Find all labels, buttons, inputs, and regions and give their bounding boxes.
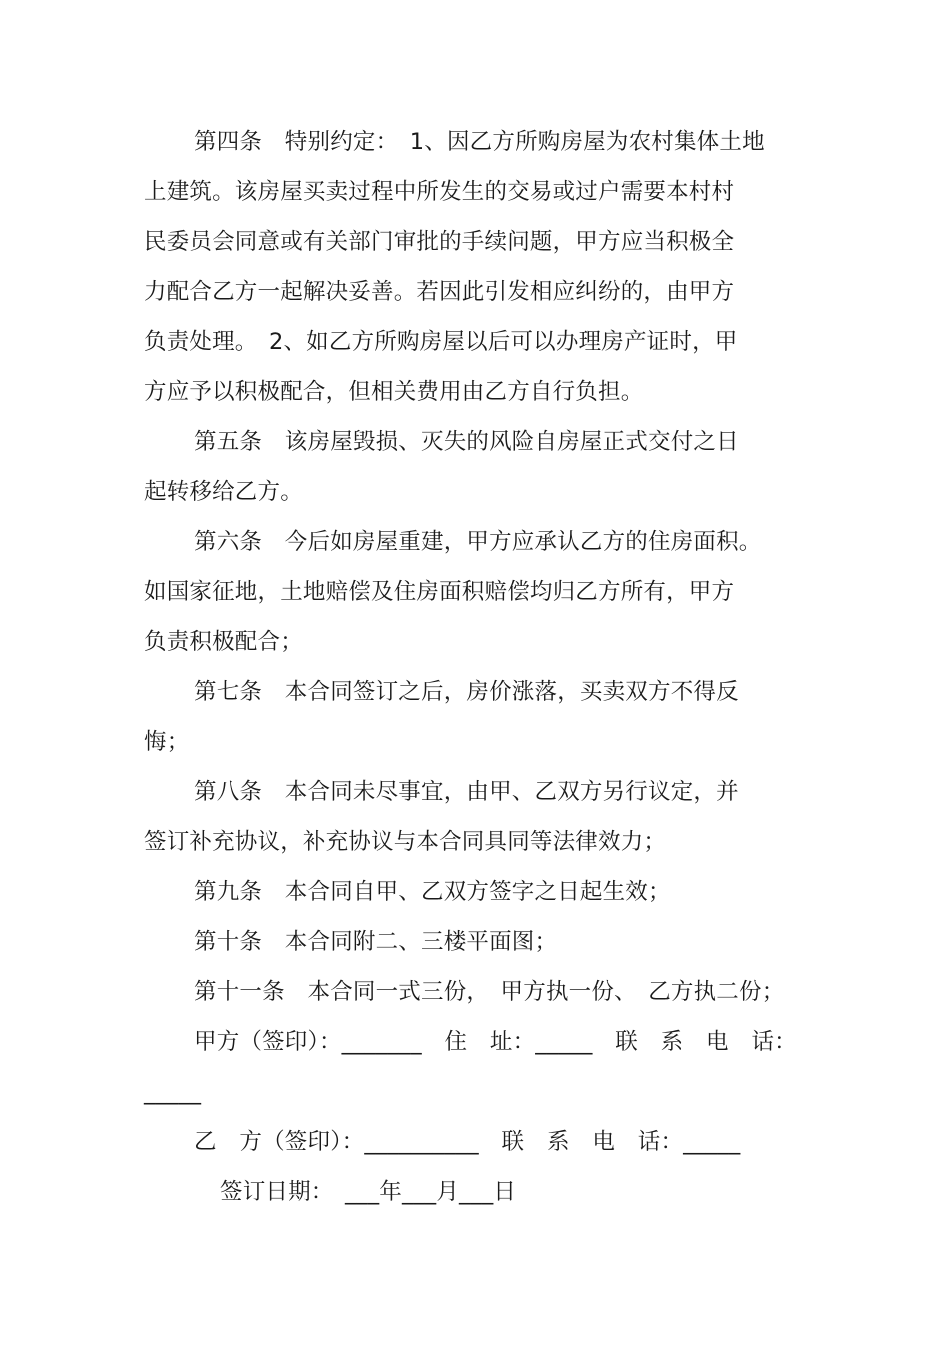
article-4-line-1: 第四条 特别约定： 1、因乙方所购房屋为农村集体土地 <box>194 129 765 155</box>
article-6-line-1: 第六条 今后如房屋重建，甲方应承认乙方的住房面积。 <box>194 529 762 555</box>
party-a-signature-line: 甲方（签印）：_______ 住 址：_____ 联 系 电 话： <box>194 1029 797 1055</box>
article-5-line-1: 第五条 该房屋毁损、灭失的风险自房屋正式交付之日 <box>194 429 739 455</box>
article-8-line-1: 第八条 本合同未尽事宜，由甲、乙双方另行议定，并 <box>194 779 739 805</box>
party-a-phone-blank: _____ <box>144 1079 202 1105</box>
article-4-line-4: 力配合乙方一起解决妥善。若因此引发相应纠纷的，由甲方 <box>144 279 735 305</box>
article-7-line-2: 悔； <box>144 729 190 755</box>
article-5-line-2: 起转移给乙方。 <box>144 479 303 505</box>
article-4-line-2: 上建筑。该房屋买卖过程中所发生的交易或过户需要本村村 <box>144 179 735 205</box>
party-b-signature-line: 乙 方（签印）：__________ 联 系 电 话：_____ <box>194 1129 741 1155</box>
article-6-line-2: 如国家征地，土地赔偿及住房面积赔偿均归乙方所有，甲方 <box>144 579 735 605</box>
article-7-line-1: 第七条 本合同签订之后，房价涨落，买卖双方不得反 <box>194 679 739 705</box>
article-9: 第九条 本合同自甲、乙双方签字之日起生效； <box>194 879 671 905</box>
signing-date-line: 签订日期： ___年___月___日 <box>220 1179 517 1205</box>
article-4-line-3: 民委员会同意或有关部门审批的手续问题，甲方应当积极全 <box>144 229 735 255</box>
article-4-line-6: 方应予以积极配合，但相关费用由乙方自行负担。 <box>144 379 644 405</box>
article-6-line-3: 负责积极配合； <box>144 629 303 655</box>
article-10: 第十条 本合同附二、三楼平面图； <box>194 929 558 955</box>
article-8-line-2: 签订补充协议，补充协议与本合同具同等法律效力； <box>144 829 667 855</box>
article-11: 第十一条 本合同一式三份， 甲方执一份、 乙方执二份； <box>194 979 785 1005</box>
article-4-line-5: 负责处理。 2、如乙方所购房屋以后可以办理房产证时，甲 <box>144 329 738 355</box>
